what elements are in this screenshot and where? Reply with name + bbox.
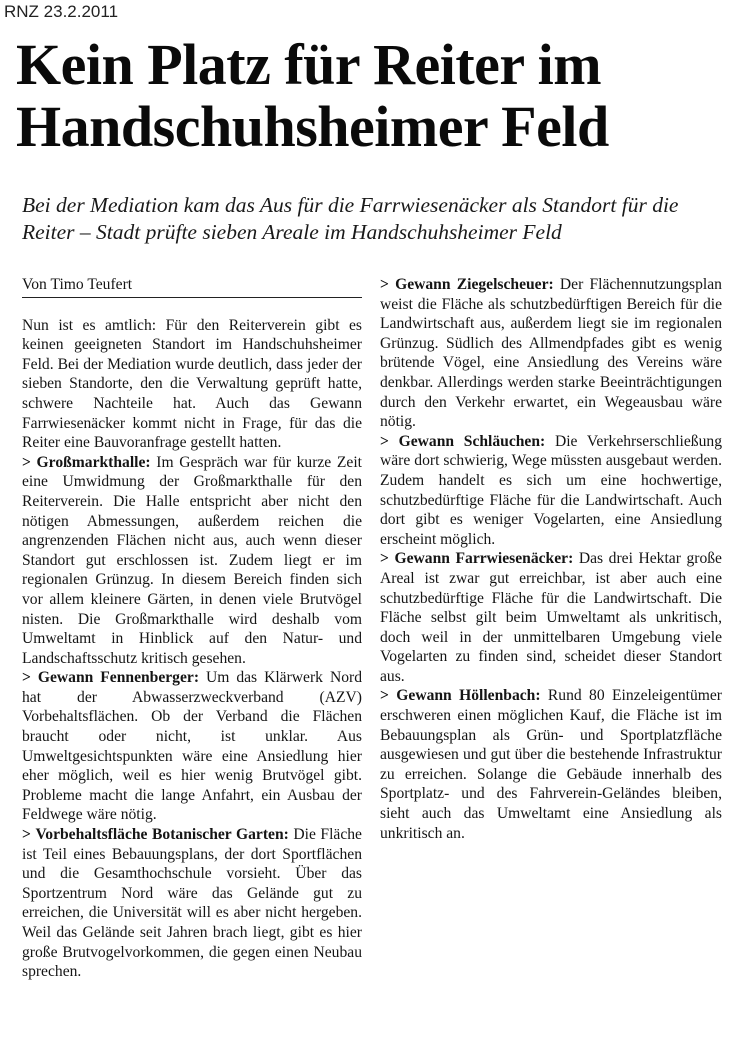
source-label: RNZ 23.2.2011 <box>4 2 119 21</box>
section-botanischer-garten <box>22 825 362 982</box>
section-text: Das drei Hektar große Areal ist zwar gut erreichbar, ist aber auch eine schutzbedürftige Fläche für die Landwirtschaft. Die Fläche selbst gilt beim Umweltamt als unkritisch, doch weil in der unmittelbaren Umgebung viele Vogelarten zu finden sind, scheidet dieser Standort aus. <box>380 550 722 685</box>
section-title: Gewann Höllenbach: <box>396 687 541 705</box>
section-text: Um das Klärwerk Nord hat der Abwasserzweckverband (AZV) Vorbehaltsflächen. Ob der Verband die Flächen braucht oder nicht, ist unklar. Aus Umweltgesichtspunkten wäre eine Ansiedlung hier eher möglich, weil es hier wenig Brutvögel gibt. Probleme macht die lange Anfahrt, ein Ausbau der Feldwege wäre nötig. <box>22 669 362 824</box>
section-title: Vorbehaltsfläche Botanischer Garten: <box>35 826 289 844</box>
section-text: Der Flächennutzungsplan weist die Fläche als schutzbedürftigen Bereich für die Landwirtschaft aus, außerdem liegt sie im regionalen Grünzug. Südlich des Allmendpfades gibt es wenig brütende Vögel, eine Ansiedlung des Vereins wäre denkbar. Allerdings werden starke Beeinträchtigungen durch den Verkehr erwartet, ein Wegeausbau wäre nötig. <box>380 276 722 431</box>
section-text: Die Verkehrserschließung wäre dort schwierig, Wege müssten ausgebaut werden. Zudem handelt es sich um eine hochwertige, schutzbedürftige Fläche für die Landwirtschaft. Auch dort gibt es weniger Vogelarten, eine Ansiedlung erscheint möglich. <box>380 432 722 548</box>
headline: Kein Platz für Reiter im Handschuhsheimer Feld <box>16 32 609 159</box>
marker: > <box>22 826 31 844</box>
section-text: Die Fläche ist Teil eines Bebauungsplans, der dort Sportflächen und die Gesamthochschule vorsieht. Über das Sportzentrum Nord wäre das Gelände gut zu erreichen, die Universität will es aber nicht hergeben. Weil das Gelände seit Jahren brach liegt, gibt es hier große Brutvogelvorkommen, die gegen einen Neubau sprechen. <box>22 826 362 981</box>
marker: > <box>380 276 389 293</box>
subheadline: Bei der Mediation kam das Aus für die Farrwiesenäcker als Standort für die Reiter – Stadt prüfte sieben Areale im Handschuhsheimer Feld <box>22 193 679 244</box>
byline: Von Timo Teufert <box>22 275 362 298</box>
intro-paragraph: Nun ist es amtlich: Für den Reiterverein gibt es keinen geeigneten Standort im Handschuhsheimer Feld. Bei der Mediation wurde deutlich, dass jeder der sieben Standorte, den die Verwaltung geprüft hatte, schwere Nachteile hat. Auch das Gewann Farrwiesenäcker kommt nicht in Frage, für das die Reiter eine Bauvoranfrage gestellt hatten. <box>22 316 362 452</box>
section-farrwiesenaecker <box>380 549 722 686</box>
section-schlaeuchen <box>380 432 722 550</box>
section-grossmarkthalle <box>22 453 362 669</box>
section-title: Gewann Schläuchen: <box>398 432 546 450</box>
marker: > <box>380 687 389 705</box>
marker: > <box>22 669 31 687</box>
column-right <box>380 275 722 843</box>
marker: > <box>380 432 389 450</box>
section-title: Gewann Fennenberger: <box>37 669 200 687</box>
section-text: Im Gespräch war für kurze Zeit eine Umwidmung der Großmarkthalle für den Reiterverein. Die Halle entspricht aber nicht den nötigen Abmessungen, außerdem reichen die angrenzenden Flächen nicht aus, auch wenn dieser Standort gut erschlossen ist. Zudem liegt er im regionalen Grünzug. In diesem Bereich finden sich vor allem kleinere Gärten, in denen viele Brutvögel nisten. Die Großmarkthalle wird deshalb vom Umweltamt in Hinblick auf den Natur- und Landschaftsschutz kritisch gesehen. <box>22 453 362 667</box>
section-hoellenbach <box>380 686 722 843</box>
section-title: Gewann Ziegelscheuer: <box>395 276 554 293</box>
section-ziegelscheuer <box>380 275 722 432</box>
section-title: Großmarkthalle: <box>36 453 151 471</box>
column-left <box>22 275 362 982</box>
section-fennenberger <box>22 668 362 825</box>
section-text: Rund 80 Einzeleigentümer erschweren einen möglichen Kauf, die Fläche ist im Bebauungsplan als Grün- und Sportplatzfläche ausgewiesen und gut über die bestehende Infrastruktur zu erreichen. Solange die Gebäude innerhalb des Sportplatz- und des Fahrverein-Geländes bleiben, sieht auch das Umweltamt eine Ansiedlung als unkritisch an. <box>380 687 722 842</box>
marker: > <box>380 550 389 568</box>
section-title: Gewann Farrwiesenäcker: <box>394 550 574 568</box>
marker: > <box>22 453 31 471</box>
